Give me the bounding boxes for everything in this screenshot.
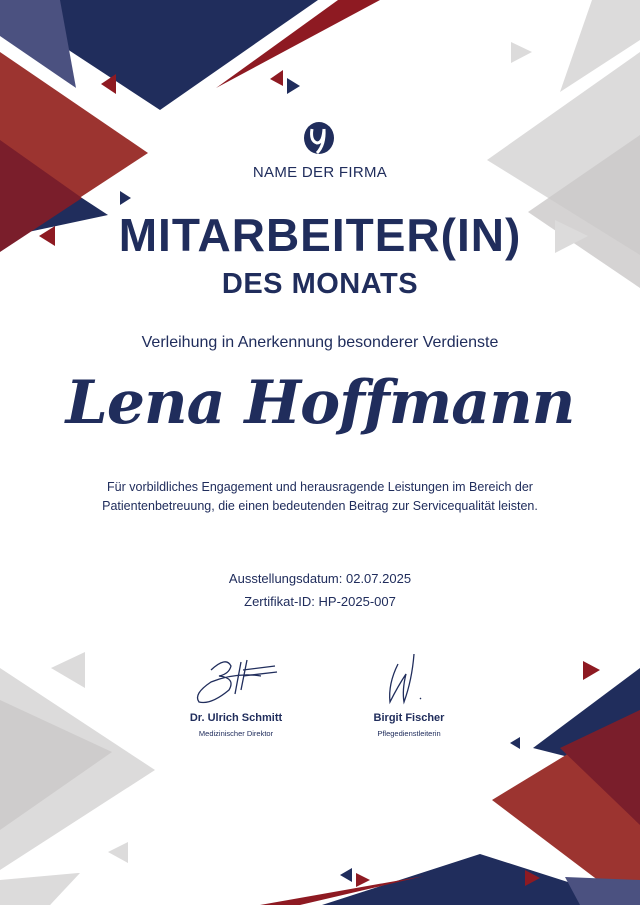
certificate-tagline: Verleihung in Anerkennung besonderer Verdienste <box>141 334 499 351</box>
signature-image <box>364 650 454 708</box>
company-name: NAME DER FIRMA <box>252 164 388 181</box>
signatory-name: Birgit Fischer <box>373 712 445 724</box>
certificate-id: Zertifikat-ID: HP-2025-007 <box>244 594 396 609</box>
signatory-role: Pflegedienstleiterin <box>377 729 441 738</box>
certificate-title: MITARBEITER(IN) <box>118 209 522 261</box>
signatory-role: Medizinischer Direktor <box>198 729 274 738</box>
certificate-subtitle: DES MONATS <box>221 268 419 300</box>
recipient-name: Lena Hoffmann <box>65 368 575 438</box>
signature-block <box>329 650 489 738</box>
certificate-description: Für vorbildliches Engagement und herausragende Leistungen im Bereich der Patientenbetreuung, die einen bedeutenden Beitrag zur Servicequalität leisten. <box>102 480 538 513</box>
signature-image <box>191 650 281 708</box>
issue-date: Ausstellungsdatum: 02.07.2025 <box>228 571 412 586</box>
signature-block <box>156 650 316 738</box>
company-logo-icon <box>302 121 338 157</box>
signatory-name: Dr. Ulrich Schmitt <box>189 712 283 724</box>
